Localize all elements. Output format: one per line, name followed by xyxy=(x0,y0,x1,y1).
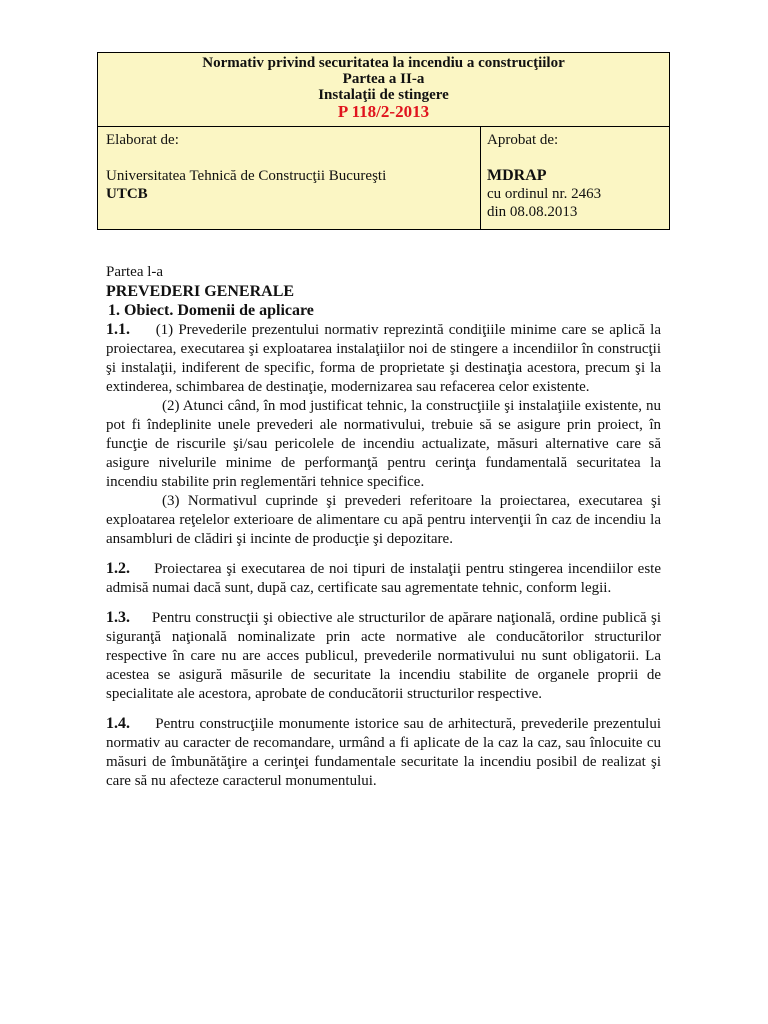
paragraph-text: Pentru construcţii şi obiective ale structurilor de apărare naţională, ordine publică şi siguranţă naţională nominalizate prin acte normative ale conducătorilor structurilor respective în care nu are acces publicul, prevederile normativului nu sunt obligatorii. La acestea se asigură măsurile de securitate la incendiu stabilite de organele proprii de specialitate ale acestora, aprobate de conducătorii structurilor respective. xyxy=(106,610,662,702)
paragraph-number: 1.1. xyxy=(106,321,130,338)
title-line-2: Partea a II-a xyxy=(342,71,425,87)
approved-label: Aprobat de: xyxy=(487,132,559,148)
paragraph-1-1-3: (3) Normativul cuprinde şi prevederi referitoare la proiectarea, executarea şi exploatarea reţelelor exterioare de alimentare cu apă pentru intervenţii în caz de incendiu la ansambluri de clădiri şi incinte de producţie şi depozitare. xyxy=(106,493,661,547)
paragraph-1-1 xyxy=(106,320,661,397)
body-text xyxy=(106,263,661,791)
approved-cell xyxy=(481,127,669,229)
order-date: din 08.08.2013 xyxy=(487,204,578,220)
paragraph-text: Pentru construcţiile monumente istorice sau de arhitectură, prevederile prezentului normativ au caracter de recomandare, urmând a fi aplicate de la caz la caz, sau înlocuite cu măsuri de îmbunătăţire a cerinţei fundamentale securitate la incendiu posibil de realizat şi care să nu afecteze caracterul monumentului. xyxy=(106,716,661,789)
elaborated-org: Universitatea Tehnică de Construcţii Bucureşti xyxy=(106,168,387,184)
header-table xyxy=(97,52,670,230)
approved-org: MDRAP xyxy=(487,167,547,184)
title-line-3: Instalaţii de stingere xyxy=(318,87,449,103)
paragraph-1-2 xyxy=(106,559,661,598)
paragraph-text: Proiectarea şi executarea de noi tipuri de instalaţii pentru stingerea incendiilor este admisă numai dacă sunt, după caz, certificate sau agrementate tehnic, conform legii. xyxy=(106,561,661,596)
order-line: cu ordinul nr. 2463 xyxy=(487,186,602,202)
paragraph-1-3 xyxy=(106,608,661,704)
paragraph-1-4 xyxy=(106,714,661,791)
paragraph-number: 1.3. xyxy=(106,609,130,626)
paragraph-text: (1) Prevederile prezentului normativ reprezintă condiţiile minime care se aplică la proiectarea, executarea şi exploatarea instalaţiilor noi de stingere a incendiilor în construcţii şi instalaţii, indiferent de specific, forma de proprietate şi destinaţia acestora, precum şi la extinderea, schimbarea de destinaţie, modernizarea sau refacerea celor existente. xyxy=(106,322,661,395)
elaborated-label: Elaborat de: xyxy=(106,132,179,148)
elaborated-cell xyxy=(98,127,481,229)
section-title: 1. Obiect. Domenii de aplicare xyxy=(108,302,314,319)
info-row xyxy=(98,127,669,229)
title-line-1: Normativ privind securitatea la incendiu a construcţiilor xyxy=(202,55,565,71)
elaborated-abbr: UTCB xyxy=(106,186,148,202)
paragraph-number: 1.2. xyxy=(106,560,130,577)
paragraph-1-1-2: (2) Atunci când, în mod justificat tehnic, la construcţiile şi instalaţiile existente, nu pot fi îndeplinite unele prevederi ale normativului, trebuie să se asigure prin proiect, în funcţie de riscurile şi/sau pericolele de incendiu actualizate, măsuri alternative care să asigure nivelurile minime de performanţă pentru cerinţa fundamentală securitatea la incendiu stabilite prin reglementări tehnice specifice. xyxy=(106,398,661,490)
normative-code: P 118/2-2013 xyxy=(337,102,430,121)
part-title: PREVEDERI GENERALE xyxy=(106,283,295,300)
part-label: Partea l-a xyxy=(106,264,164,280)
title-cell xyxy=(98,53,669,127)
paragraph-number: 1.4. xyxy=(106,715,130,732)
